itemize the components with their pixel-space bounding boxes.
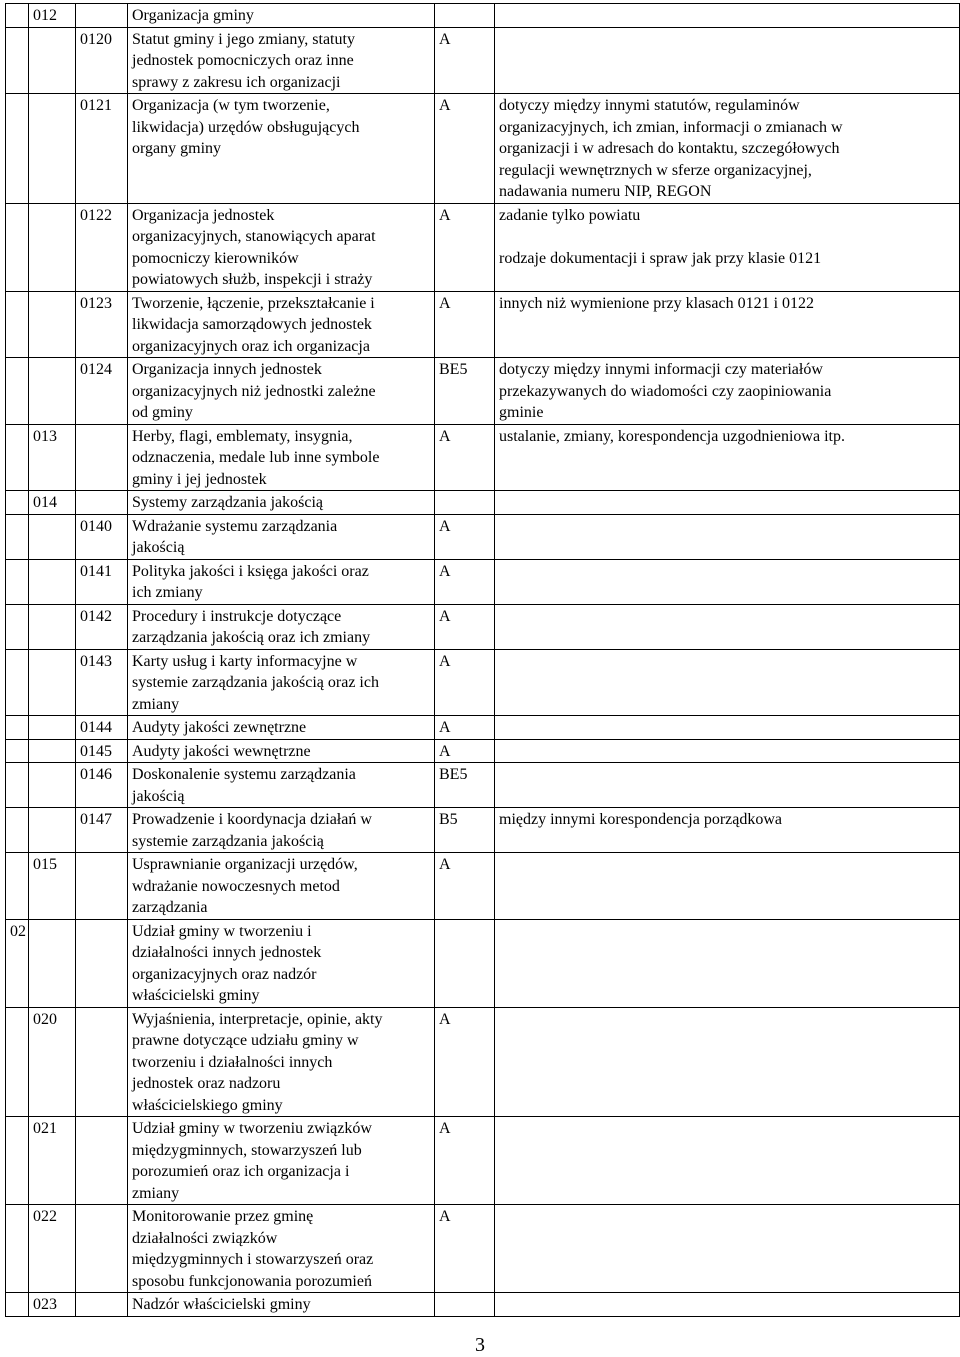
table-row <box>6 559 960 604</box>
archival-category-cell: A <box>435 649 495 716</box>
class-code-level-1-cell <box>6 739 29 763</box>
archival-category-cell: B5 <box>435 808 495 853</box>
remarks-cell: dotyczy między innymi informacji czy materiałów przekazywanych do wiadomości czy zaopiniowania gminie <box>495 358 960 425</box>
table-row <box>6 424 960 491</box>
archival-category-cell: A <box>435 94 495 204</box>
table-row <box>6 514 960 559</box>
class-code-level-3-cell: 0123 <box>76 291 128 358</box>
class-code-level-2-cell <box>29 739 76 763</box>
archival-category-cell: A <box>435 27 495 94</box>
table-row <box>6 358 960 425</box>
table-row <box>6 604 960 649</box>
class-code-level-2-cell: 015 <box>29 853 76 920</box>
archival-category-cell: A <box>435 739 495 763</box>
class-code-level-3-cell: 0142 <box>76 604 128 649</box>
class-title-cell: Usprawnianie organizacji urzędów, wdrażanie nowoczesnych metod zarządzania <box>128 853 435 920</box>
class-title-cell: Tworzenie, łączenie, przekształcanie i likwidacja samorządowych jednostek organizacyjnych oraz ich organizacja <box>128 291 435 358</box>
remarks-cell <box>495 716 960 740</box>
page-number: 3 <box>475 1334 485 1356</box>
class-code-level-1-cell <box>6 853 29 920</box>
class-title-cell: Procedury i instrukcje dotyczące zarządzania jakością oraz ich zmiany <box>128 604 435 649</box>
class-code-level-1-cell <box>6 1293 29 1317</box>
remarks-cell <box>495 4 960 28</box>
class-code-level-3-cell: 0121 <box>76 94 128 204</box>
class-code-level-3-cell: 0120 <box>76 27 128 94</box>
archival-category-cell: A <box>435 424 495 491</box>
class-code-level-2-cell <box>29 27 76 94</box>
class-code-level-2-cell <box>29 291 76 358</box>
archival-category-cell <box>435 4 495 28</box>
class-code-level-1-cell <box>6 763 29 808</box>
class-code-level-2-cell <box>29 763 76 808</box>
class-code-level-1-cell <box>6 1007 29 1117</box>
class-code-level-2-cell: 013 <box>29 424 76 491</box>
remarks-cell <box>495 649 960 716</box>
remarks-cell <box>495 919 960 1007</box>
table-row <box>6 27 960 94</box>
class-code-level-2-cell <box>29 559 76 604</box>
class-code-level-3-cell: 0141 <box>76 559 128 604</box>
archival-category-cell: A <box>435 604 495 649</box>
archival-category-cell <box>435 919 495 1007</box>
class-title-cell: Audyty jakości wewnętrzne <box>128 739 435 763</box>
archival-category-cell: A <box>435 716 495 740</box>
archival-category-cell: A <box>435 1117 495 1205</box>
class-title-cell: Polityka jakości i księga jakości oraz ich zmiany <box>128 559 435 604</box>
table-row <box>6 919 960 1007</box>
remarks-cell: między innymi korespondencja porządkowa <box>495 808 960 853</box>
records-table <box>5 3 960 1317</box>
class-code-level-1-cell <box>6 1117 29 1205</box>
class-code-level-1-cell <box>6 1205 29 1293</box>
class-code-level-1-cell: 02 <box>6 919 29 1007</box>
class-code-level-3-cell: 0122 <box>76 203 128 291</box>
table-row <box>6 203 960 291</box>
archival-category-cell: A <box>435 1205 495 1293</box>
class-code-level-1-cell <box>6 291 29 358</box>
class-title-cell: Statut gminy i jego zmiany, statuty jednostek pomocniczych oraz inne sprawy z zakresu ich organizacji <box>128 27 435 94</box>
remarks-cell <box>495 27 960 94</box>
class-code-level-1-cell <box>6 27 29 94</box>
class-code-level-1-cell <box>6 559 29 604</box>
class-code-level-3-cell <box>76 853 128 920</box>
class-code-level-1-cell <box>6 491 29 515</box>
remarks-cell: zadanie tylko powiatu rodzaje dokumentacji i spraw jak przy klasie 0121 <box>495 203 960 291</box>
archival-category-cell: A <box>435 514 495 559</box>
class-code-level-2-cell <box>29 604 76 649</box>
archival-category-cell <box>435 1293 495 1317</box>
class-title-cell: Karty usług i karty informacyjne w systemie zarządzania jakością oraz ich zmiany <box>128 649 435 716</box>
remarks-cell: innych niż wymienione przy klasach 0121 i 0122 <box>495 291 960 358</box>
class-code-level-2-cell: 022 <box>29 1205 76 1293</box>
class-code-level-3-cell: 0144 <box>76 716 128 740</box>
class-code-level-3-cell: 0147 <box>76 808 128 853</box>
class-code-level-2-cell <box>29 649 76 716</box>
class-code-level-2-cell <box>29 808 76 853</box>
table-row <box>6 853 960 920</box>
table-row <box>6 1007 960 1117</box>
class-code-level-3-cell: 0124 <box>76 358 128 425</box>
table-row <box>6 1117 960 1205</box>
archival-category-cell: A <box>435 291 495 358</box>
class-code-level-3-cell <box>76 1007 128 1117</box>
class-title-cell: Nadzór właścicielski gminy <box>128 1293 435 1317</box>
remarks-cell <box>495 1007 960 1117</box>
class-code-level-1-cell <box>6 358 29 425</box>
class-title-cell: Organizacja gminy <box>128 4 435 28</box>
class-code-level-1-cell <box>6 94 29 204</box>
table-row <box>6 1293 960 1317</box>
class-code-level-3-cell <box>76 1293 128 1317</box>
class-code-level-1-cell <box>6 604 29 649</box>
class-code-level-2-cell <box>29 919 76 1007</box>
archival-category-cell: BE5 <box>435 358 495 425</box>
class-code-level-2-cell: 012 <box>29 4 76 28</box>
class-code-level-2-cell <box>29 94 76 204</box>
class-code-level-1-cell <box>6 514 29 559</box>
remarks-cell <box>495 491 960 515</box>
class-code-level-1-cell <box>6 203 29 291</box>
table-row <box>6 716 960 740</box>
class-title-cell: Organizacja jednostek organizacyjnych, stanowiących aparat pomocniczy kierowników powiatowych służb, inspekcji i straży <box>128 203 435 291</box>
class-code-level-3-cell <box>76 491 128 515</box>
class-code-level-3-cell: 0143 <box>76 649 128 716</box>
table-row <box>6 808 960 853</box>
class-title-cell: Herby, flagi, emblematy, insygnia, odznaczenia, medale lub inne symbole gminy i jej jednostek <box>128 424 435 491</box>
archival-category-cell: A <box>435 559 495 604</box>
class-title-cell: Udział gminy w tworzeniu związków międzygminnych, stowarzyszeń lub porozumień oraz ich organizacja i zmiany <box>128 1117 435 1205</box>
class-title-cell: Organizacja (w tym tworzenie, likwidacja) urzędów obsługujących organy gminy <box>128 94 435 204</box>
class-code-level-2-cell: 014 <box>29 491 76 515</box>
class-title-cell: Organizacja innych jednostek organizacyjnych niż jednostki zależne od gminy <box>128 358 435 425</box>
class-code-level-1-cell <box>6 716 29 740</box>
class-code-level-3-cell <box>76 1117 128 1205</box>
remarks-cell <box>495 604 960 649</box>
class-code-level-2-cell <box>29 203 76 291</box>
remarks-cell: dotyczy między innymi statutów, regulaminów organizacyjnych, ich zmian, informacji o zmianach w organizacji i w adresach do kontaktu, szczegółowych regulacji wewnętrznych w sferze organizacyjnej, nadawania numeru NIP, REGON <box>495 94 960 204</box>
class-code-level-3-cell <box>76 919 128 1007</box>
class-code-level-1-cell <box>6 424 29 491</box>
class-code-level-1-cell <box>6 808 29 853</box>
table-row <box>6 4 960 28</box>
table-body <box>6 4 960 1317</box>
remarks-cell <box>495 739 960 763</box>
class-title-cell: Doskonalenie systemu zarządzania jakością <box>128 763 435 808</box>
table-row <box>6 491 960 515</box>
class-title-cell: Wyjaśnienia, interpretacje, opinie, akty prawne dotyczące udziału gminy w tworzeniu i działalności innych jednostek oraz nadzoru właścicielskiego gminy <box>128 1007 435 1117</box>
remarks-cell <box>495 763 960 808</box>
remarks-cell <box>495 1293 960 1317</box>
class-code-level-2-cell: 021 <box>29 1117 76 1205</box>
class-code-level-3-cell <box>76 4 128 28</box>
class-code-level-2-cell: 020 <box>29 1007 76 1117</box>
class-code-level-1-cell <box>6 649 29 716</box>
table-row <box>6 763 960 808</box>
table-row <box>6 649 960 716</box>
class-code-level-1-cell <box>6 4 29 28</box>
archival-category-cell: BE5 <box>435 763 495 808</box>
class-code-level-3-cell <box>76 424 128 491</box>
table-row <box>6 291 960 358</box>
remarks-cell: ustalanie, zmiany, korespondencja uzgodnieniowa itp. <box>495 424 960 491</box>
class-title-cell: Udział gminy w tworzeniu i działalności innych jednostek organizacyjnych oraz nadzór właścicielski gminy <box>128 919 435 1007</box>
class-title-cell: Prowadzenie i koordynacja działań w systemie zarządzania jakością <box>128 808 435 853</box>
class-code-level-3-cell: 0146 <box>76 763 128 808</box>
remarks-cell <box>495 1117 960 1205</box>
class-title-cell: Systemy zarządzania jakością <box>128 491 435 515</box>
class-code-level-3-cell <box>76 1205 128 1293</box>
table-row <box>6 739 960 763</box>
class-code-level-2-cell <box>29 358 76 425</box>
table-row <box>6 94 960 204</box>
remarks-cell <box>495 853 960 920</box>
archival-category-cell: A <box>435 853 495 920</box>
class-code-level-2-cell: 023 <box>29 1293 76 1317</box>
class-code-level-3-cell: 0145 <box>76 739 128 763</box>
remarks-cell <box>495 1205 960 1293</box>
remarks-cell <box>495 514 960 559</box>
class-code-level-3-cell: 0140 <box>76 514 128 559</box>
class-code-level-2-cell <box>29 716 76 740</box>
archival-category-cell: A <box>435 1007 495 1117</box>
archival-category-cell: A <box>435 203 495 291</box>
table-row <box>6 1205 960 1293</box>
class-code-level-2-cell <box>29 514 76 559</box>
class-title-cell: Wdrażanie systemu zarządzania jakością <box>128 514 435 559</box>
archival-category-cell <box>435 491 495 515</box>
class-title-cell: Monitorowanie przez gminę działalności związków międzygminnych i stowarzyszeń oraz sposobu funkcjonowania porozumień <box>128 1205 435 1293</box>
class-title-cell: Audyty jakości zewnętrzne <box>128 716 435 740</box>
remarks-cell <box>495 559 960 604</box>
